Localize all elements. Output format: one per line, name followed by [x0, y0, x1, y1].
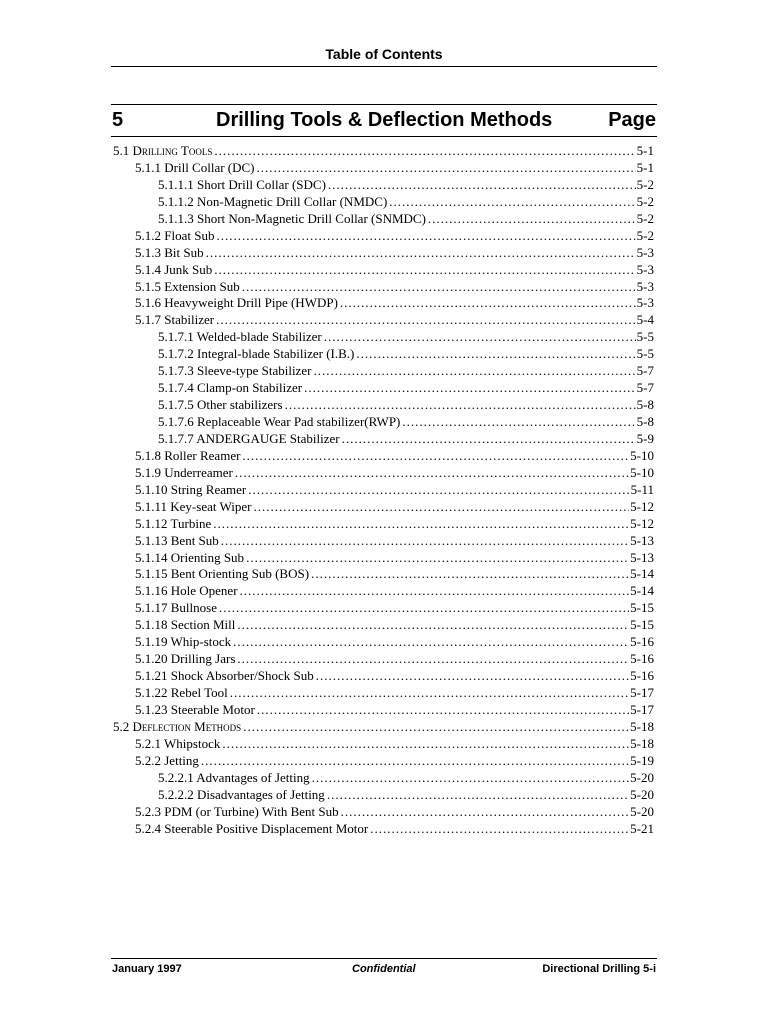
toc-entry-title: 5.1.8 Roller Reamer [135, 447, 241, 463]
section-divider-bottom [111, 136, 657, 137]
toc-entry-page: 5-13 [630, 549, 654, 565]
toc-entry-title: 5.1.21 Shock Absorber/Shock Sub [135, 668, 314, 684]
toc-entry[interactable] [113, 211, 654, 228]
toc-entry-title: 5.1.18 Section Mill [135, 617, 236, 633]
toc-entry-title: 5.1.1.1 Short Drill Collar (SDC) [158, 176, 326, 192]
toc-entry[interactable] [113, 262, 654, 279]
footer-divider [111, 958, 657, 959]
toc-entry[interactable] [113, 482, 654, 499]
dot-leader [233, 634, 629, 651]
dot-leader [216, 312, 636, 329]
toc-entry[interactable] [113, 753, 654, 770]
toc-entry[interactable] [113, 702, 654, 719]
toc-entry[interactable] [113, 719, 654, 736]
dot-leader [240, 583, 630, 600]
toc-entry-page: 5-2 [636, 193, 654, 209]
toc-entry[interactable] [113, 566, 654, 583]
dot-leader [340, 295, 636, 312]
dot-leader [246, 550, 629, 567]
dot-leader [237, 617, 629, 634]
dot-leader [311, 566, 629, 583]
dot-leader [402, 414, 635, 431]
dot-leader [389, 194, 635, 211]
page-header-title: Table of Contents [325, 46, 443, 62]
footer-date: January 1997 [112, 963, 182, 975]
dot-leader [235, 465, 629, 482]
header-divider [111, 66, 657, 67]
toc-entry-title: 5.1.2 Float Sub [135, 227, 215, 243]
dot-leader [342, 431, 636, 448]
toc-entry[interactable] [113, 363, 654, 380]
toc-entry[interactable] [113, 160, 654, 177]
toc-entry-page: 5-1 [636, 143, 654, 158]
toc-entry-title: 5.1.3 Bit Sub [135, 244, 204, 260]
toc-entry[interactable] [113, 550, 654, 567]
toc-entry[interactable] [113, 177, 654, 194]
toc-entry-title: 5.1 Drilling Tools [113, 143, 213, 158]
toc-entry[interactable] [113, 465, 654, 482]
toc-entry[interactable] [113, 397, 654, 414]
toc-entry-title: 5.1.4 Junk Sub [135, 261, 213, 277]
toc-entry-page: 5-14 [630, 583, 654, 599]
toc-entry-page: 5-8 [636, 414, 654, 429]
footer-classification: Confidential [352, 963, 416, 975]
toc-entry[interactable] [113, 194, 654, 211]
toc-entry-title: 5.2.4 Steerable Positive Displacement Motor [135, 820, 369, 836]
toc-entry-page: 5-1 [636, 159, 654, 175]
dot-leader [230, 685, 629, 702]
dot-leader [242, 279, 636, 296]
dot-leader [222, 736, 629, 753]
dot-leader [248, 482, 629, 499]
toc-entry-title: 5.1.11 Key-seat Wiper [135, 498, 252, 514]
toc-entry-page: 5-11 [630, 481, 654, 497]
toc-entry-title: 5.1.22 Rebel Tool [135, 685, 228, 700]
toc-entry[interactable] [113, 143, 654, 160]
dot-leader [304, 380, 636, 397]
toc-entry-title: 5.1.1.2 Non-Magnetic Drill Collar (NMDC) [158, 193, 388, 209]
toc-entry-page: 5-4 [636, 312, 654, 328]
toc-entry-title: 5.2 Deflection Methods [113, 718, 242, 734]
dot-leader [327, 787, 629, 804]
toc-entry-title: 5.1.20 Drilling Jars [135, 651, 236, 667]
dot-leader [341, 804, 630, 821]
dot-leader [214, 262, 635, 279]
toc-entry-page: 5-17 [630, 685, 654, 700]
table-of-contents [113, 143, 654, 837]
toc-entry-page: 5-16 [630, 651, 654, 667]
toc-entry-title: 5.2.2 Jetting [135, 752, 199, 768]
section-number: 5 [112, 109, 124, 131]
toc-entry[interactable] [113, 634, 654, 651]
toc-entry[interactable] [113, 736, 654, 753]
dot-leader [316, 668, 629, 685]
toc-entry-page: 5-10 [630, 464, 654, 480]
toc-entry-title: 5.1.7.6 Replaceable Wear Pad stabilizer(RWP) [158, 414, 401, 429]
toc-entry-title: 5.1.7.4 Clamp-on Stabilizer [158, 380, 303, 396]
footer-manual-page: Directional Drilling 5-i [542, 963, 656, 975]
page-column-label: Page [608, 109, 656, 131]
toc-entry-page: 5-3 [636, 244, 654, 260]
toc-entry-title: 5.2.1 Whipstock [135, 735, 221, 751]
toc-entry-title: 5.2.3 PDM (or Turbine) With Bent Sub [135, 803, 339, 819]
toc-entry-page: 5-14 [630, 566, 654, 582]
toc-entry-page: 5-9 [636, 430, 654, 446]
toc-entry-title: 5.1.1 Drill Collar (DC) [135, 159, 255, 175]
dot-leader [312, 770, 630, 787]
toc-entry-page: 5-17 [630, 701, 654, 717]
toc-entry[interactable] [113, 533, 654, 550]
toc-entry-page: 5-3 [636, 295, 654, 311]
toc-entry-title: 5.1.7.7 ANDERGAUGE Stabilizer [158, 430, 340, 446]
toc-entry-page: 5-2 [636, 210, 654, 226]
dot-leader [221, 533, 629, 550]
toc-entry[interactable] [113, 651, 654, 668]
toc-entry-page: 5-18 [630, 718, 654, 734]
toc-entry-title: 5.1.6 Heavyweight Drill Pipe (HWDP) [135, 295, 338, 311]
toc-entry-page: 5-2 [636, 227, 654, 243]
toc-entry-title: 5.1.5 Extension Sub [135, 278, 240, 294]
toc-entry[interactable] [113, 600, 654, 617]
dot-leader [243, 719, 629, 736]
toc-entry-title: 5.1.7.5 Other stabilizers [158, 397, 283, 413]
dot-leader [253, 499, 629, 516]
toc-entry-page: 5-20 [630, 786, 654, 802]
toc-entry[interactable] [113, 499, 654, 516]
toc-entry[interactable] [113, 770, 654, 787]
toc-entry-page: 5-12 [630, 498, 654, 514]
toc-entry-page: 5-21 [630, 820, 654, 836]
toc-entry-page: 5-5 [636, 329, 654, 345]
toc-entry-title: 5.1.13 Bent Sub [135, 532, 219, 548]
section-title: Drilling Tools & Deflection Methods [216, 109, 553, 131]
toc-entry-page: 5-3 [636, 261, 654, 277]
section-divider-top [111, 104, 657, 105]
toc-entry[interactable] [113, 279, 654, 296]
dot-leader [242, 448, 629, 465]
toc-entry-page: 5-19 [630, 752, 654, 768]
toc-entry-title: 5.1.19 Whip-stock [135, 634, 232, 650]
toc-entry[interactable] [113, 804, 654, 821]
dot-leader [428, 211, 636, 228]
toc-entry-page: 5-12 [630, 515, 654, 531]
toc-entry-title: 5.1.12 Turbine [135, 515, 212, 531]
toc-entry[interactable] [113, 380, 654, 397]
toc-entry-title: 5.1.16 Hole Opener [135, 583, 238, 599]
toc-entry-title: 5.1.7.2 Integral-blade Stabilizer (I.B.) [158, 346, 355, 362]
toc-entry[interactable] [113, 414, 654, 431]
toc-entry-title: 5.1.17 Bullnose [135, 600, 217, 616]
toc-entry-page: 5-18 [630, 735, 654, 751]
toc-entry-title: 5.1.7 Stabilizer [135, 312, 215, 328]
toc-entry[interactable] [113, 516, 654, 533]
toc-entry[interactable] [113, 448, 654, 465]
dot-leader [257, 702, 629, 719]
toc-entry[interactable] [113, 787, 654, 804]
toc-entry-page: 5-5 [636, 346, 654, 362]
toc-entry[interactable] [113, 245, 654, 262]
toc-entry[interactable] [113, 685, 654, 702]
toc-entry-title: 5.1.9 Underreamer [135, 464, 233, 480]
dot-leader [237, 651, 629, 668]
toc-entry-title: 5.1.15 Bent Orienting Sub (BOS) [135, 566, 310, 582]
toc-entry-title: 5.2.2.1 Advantages of Jetting [158, 769, 310, 785]
toc-entry-title: 5.1.7.3 Sleeve-type Stabilizer [158, 363, 312, 379]
toc-entry-title: 5.1.10 String Reamer [135, 481, 247, 497]
toc-entry-page: 5-16 [630, 668, 654, 684]
dot-leader [313, 363, 635, 380]
dot-leader [201, 753, 629, 770]
toc-entry-page: 5-7 [636, 380, 654, 396]
dot-leader [213, 516, 629, 533]
dot-leader [216, 228, 635, 245]
toc-entry[interactable] [113, 346, 654, 363]
dot-leader [370, 821, 629, 838]
toc-entry-page: 5-7 [636, 363, 654, 379]
toc-entry[interactable] [113, 583, 654, 600]
dot-leader [285, 397, 636, 414]
toc-entry[interactable] [113, 312, 654, 329]
toc-entry-title: 5.2.2.2 Disadvantages of Jetting [158, 786, 325, 802]
toc-entry-page: 5-3 [636, 278, 654, 294]
toc-entry-title: 5.1.14 Orienting Sub [135, 549, 245, 565]
toc-entry-page: 5-15 [630, 617, 654, 633]
toc-entry[interactable] [113, 295, 654, 312]
toc-entry[interactable] [113, 228, 654, 245]
toc-entry-page: 5-8 [636, 397, 654, 413]
toc-entry-title: 5.1.23 Steerable Motor [135, 701, 255, 717]
dot-leader [356, 346, 635, 363]
dot-leader [214, 143, 635, 160]
toc-entry-page: 5-13 [630, 532, 654, 548]
toc-entry[interactable] [113, 617, 654, 634]
toc-entry-title: 5.1.7.1 Welded-blade Stabilizer [158, 329, 322, 345]
toc-entry[interactable] [113, 821, 654, 838]
toc-entry[interactable] [113, 668, 654, 685]
toc-entry-page: 5-15 [630, 600, 654, 616]
dot-leader [257, 160, 636, 177]
dot-leader [328, 177, 636, 194]
toc-entry-page: 5-2 [636, 176, 654, 192]
toc-entry-page: 5-20 [630, 803, 654, 819]
dot-leader [206, 245, 636, 262]
toc-entry-page: 5-16 [630, 634, 654, 650]
toc-entry-title: 5.1.1.3 Short Non-Magnetic Drill Collar (SNMDC) [158, 210, 426, 226]
dot-leader [324, 329, 636, 346]
toc-entry-page: 5-10 [630, 447, 654, 463]
toc-entry-page: 5-20 [630, 769, 654, 785]
toc-entry[interactable] [113, 431, 654, 448]
toc-entry[interactable] [113, 329, 654, 346]
dot-leader [219, 600, 629, 617]
